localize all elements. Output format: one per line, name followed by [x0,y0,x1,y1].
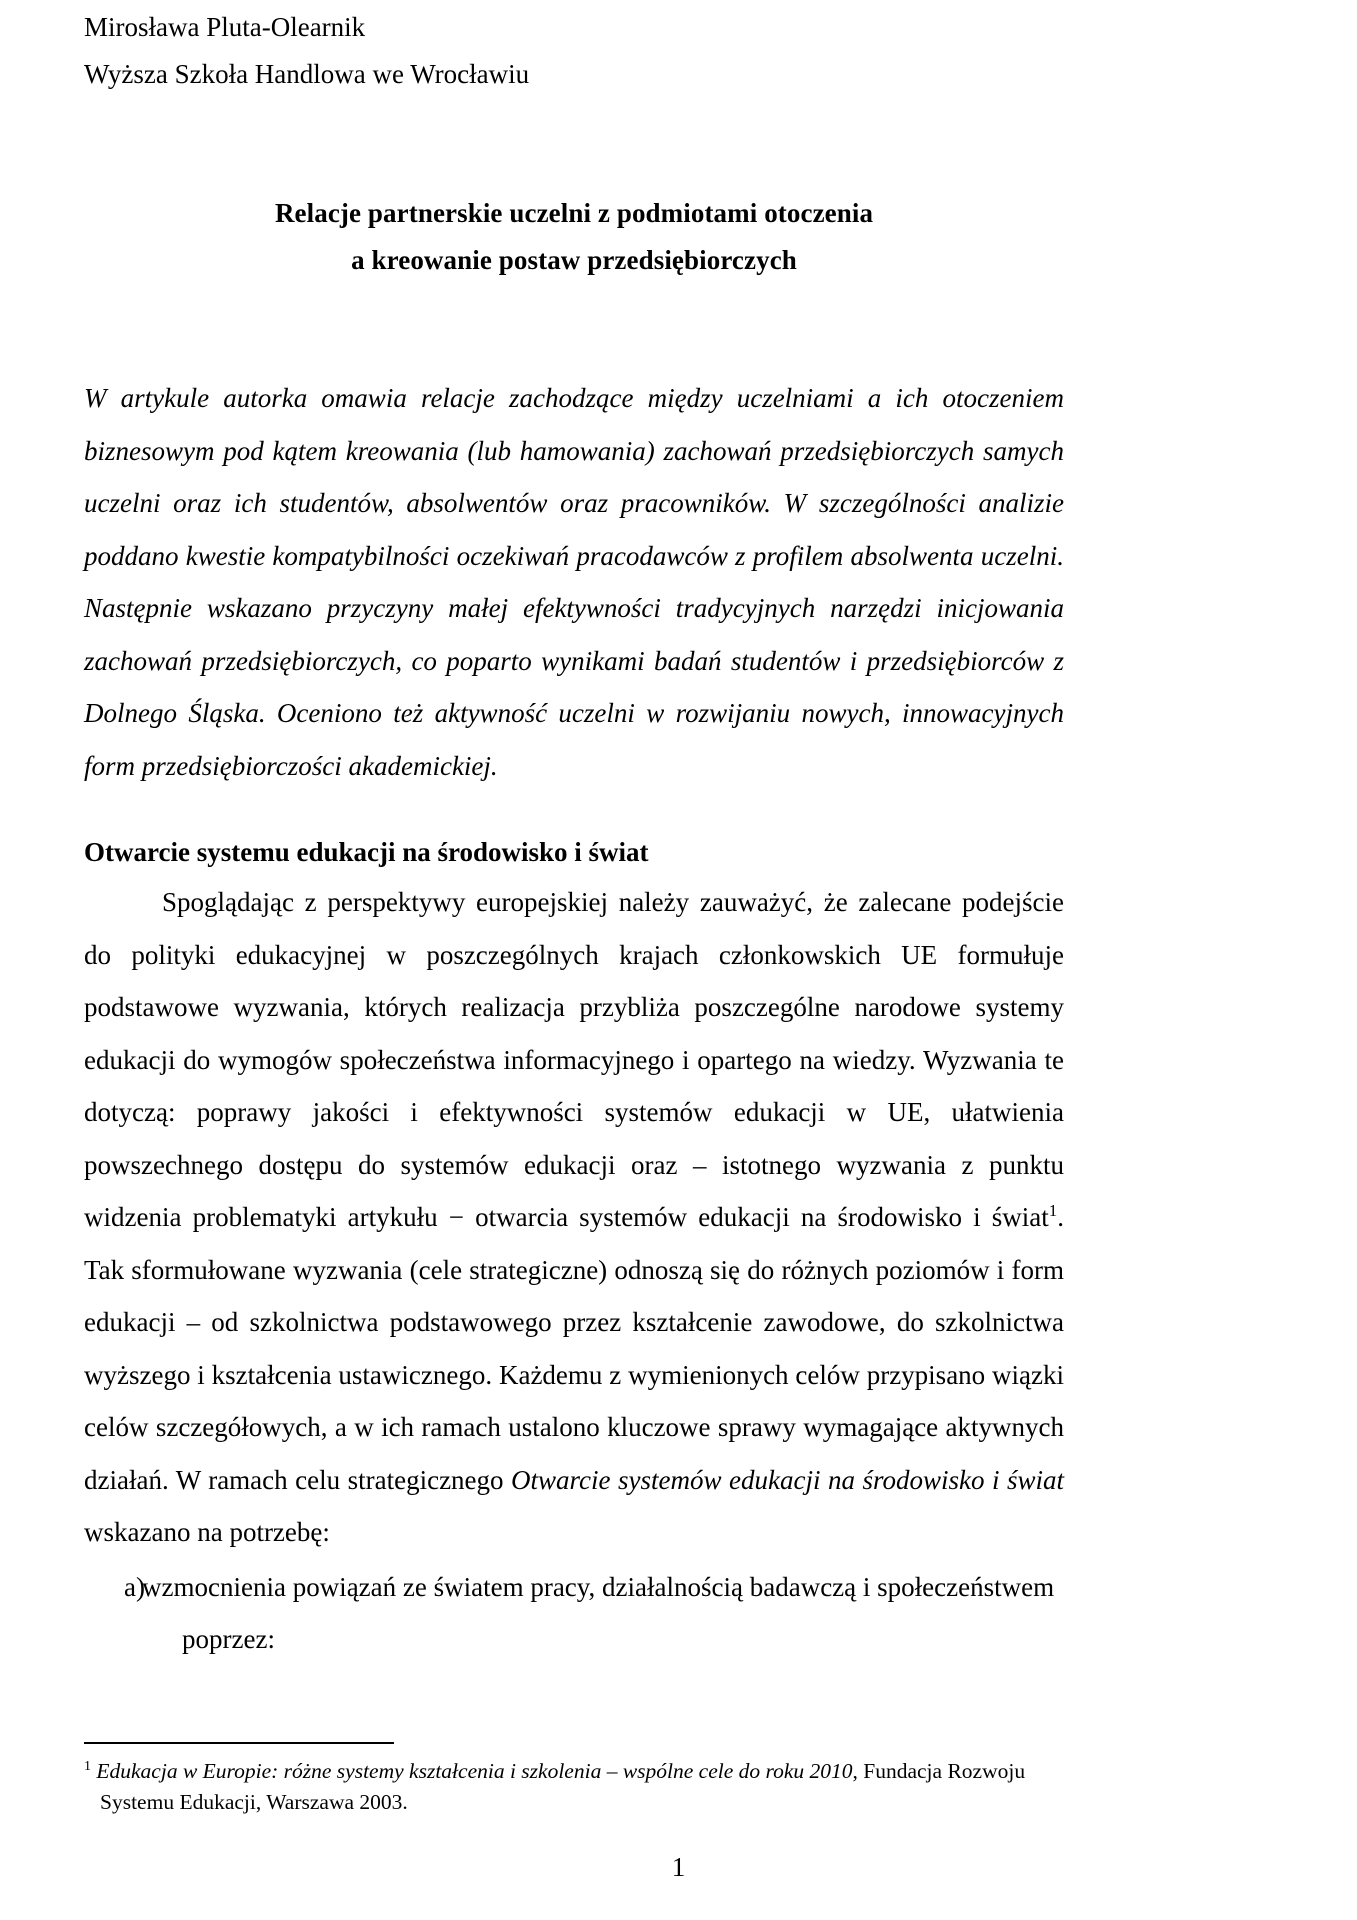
lettered-list [84,1561,1064,1666]
footnote-publisher: , Fundacja Rozwoju Systemu Edukacji, Warszawa 2003. [100,1759,1026,1814]
paragraph-text-part-1: Spoglądając z perspektywy europejskiej należy zauważyć, że zalecane podejście do polityki edukacyjnej w poszczególnych krajach członkowskich UE formułuje podstawowe wyzwania, których realizacja przybliża poszczególne narodowe systemy edukacji do wymogów społeczeństwa informacyjnego i opartego na wiedzy. Wyzwania te dotyczą: poprawy jakości i efektywności systemów edukacji w UE, ułatwienia powszechnego dostępu do systemów edukacji oraz – istotnego wyzwania z punktu widzenia problematyki artykułu − otwarcia systemów edukacji na środowisko i świat [84,887,1064,1232]
author-affiliation: Wyższa Szkoła Handlowa we Wrocławiu [84,59,530,89]
article-title [84,190,1064,284]
abstract [84,372,1064,792]
footnote-number: 1 [84,1758,91,1774]
page-number: 1 [671,1852,686,1882]
paragraph-italic-phrase: Otwarcie systemów edukacji na środowisko i świat [511,1464,1064,1495]
footnote-title: Edukacja w Europie: różne systemy kształcenia i szkolenia – wspólne cele do roku 2010 [96,1759,853,1783]
footnote-separator [84,1742,394,1744]
section-paragraph [84,876,1064,1559]
list-item-marker: a) [124,1571,145,1602]
list-item [84,1561,1064,1614]
paragraph-text-part-2: . Tak sformułowane wyzwania (cele strategiczne) odnoszą się do różnych poziomów i form edukacji – od szkolnictwa podstawowego przez kształcenie zawodowe, do szkolnictwa wyższego i kształcenia ustawicznego. Każdemu z wymienionych celów przypisano wiązki celów szczegółowych, a w ich ramach ustalono kluczowe sprawy wymagające aktywnych działań. W ramach celu strategicznego [84,1202,1064,1495]
abstract-text: W artykule autorka omawia relacje zachodzące między uczelniami a ich otoczeniem biznesowym pod kątem kreowania (lub hamowania) zachowań przedsiębiorczych samych uczelni oraz ich studentów, absolwentów oraz pracowników. W szczególności analizie poddano kwestie kompatybilności oczekiwań pracodawców z profilem absolwenta uczelni. Następnie wskazano przyczyny małej efektywności tradycyjnych narzędzi inicjowania zachowań przedsiębiorczych, co poparto wynikami badań studentów i przedsiębiorców z Dolnego Śląska. Oceniono też aktywność uczelni w rozwijaniu nowych, innowacyjnych form przedsiębiorczości akademickiej. [84,383,1064,781]
article-title-line-2: a kreowanie postaw przedsiębiorczych [351,245,797,275]
page-content [84,0,1064,1666]
article-title-line-1: Relacje partnerskie uczelni z podmiotami otoczenia [274,198,874,228]
list-item-text: wzmocnienia powiązań ze światem pracy, działalnością badawczą i społeczeństwem [142,1571,1055,1602]
footnote-entry [84,1756,1064,1818]
paragraph-text-part-3: wskazano na potrzebę: [84,1517,330,1547]
list-item-continuation: poprzez: [182,1624,275,1654]
author-header [84,0,1064,98]
footnote-area [84,1742,1064,1818]
footnote-reference-marker[interactable]: 1 [1048,1201,1058,1220]
section-heading: Otwarcie systemu edukacji na środowisko i świat [84,837,649,867]
author-name: Mirosława Pluta-Olearnik [84,12,366,42]
